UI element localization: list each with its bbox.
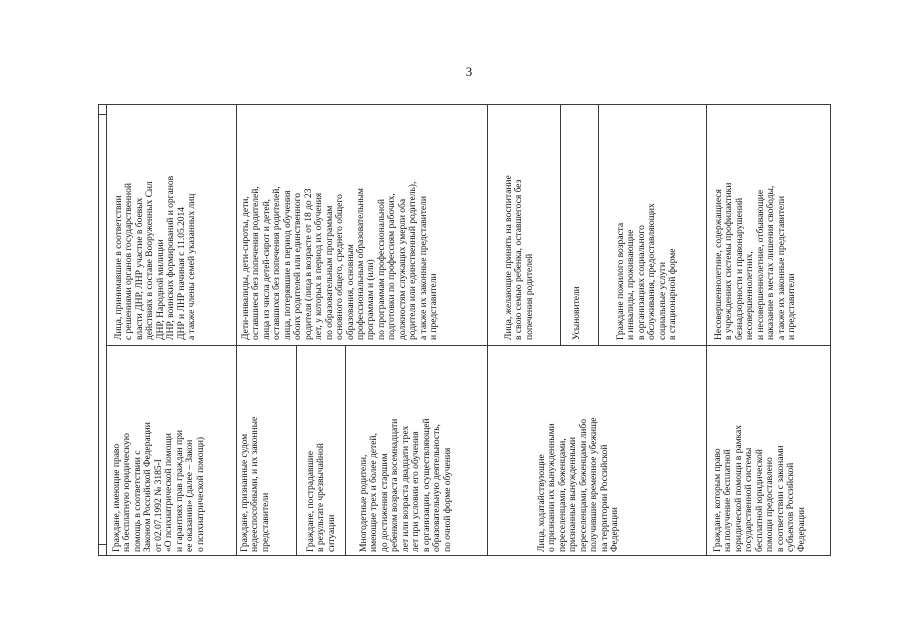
block-3-recipient-1: Лица, желающие принять на воспитание в свою семью ребенка, оставшегося без попечения родителей xyxy=(503,175,535,340)
header-strip-divider xyxy=(98,114,106,115)
block-3-recipient-2: Усыновители xyxy=(571,286,582,340)
block-2-category-1: Граждане, признанные судом недееспособными, и их законные представители xyxy=(239,416,271,552)
block-3-category: Лица, ходатайствующие о признании их вынужденными переселенцами, беженцами, признанные вынужденными переселенцами, беженцами либо получившие временное убежище на территории Российской Федерации xyxy=(536,417,621,552)
block-1-recipients: Лица, принимавшие в соответствии с решениями органов государственной власти ДНР, ЛНР участие в боевых действиях в составе Вооруженных Сил ДНР, Народной милиции ЛНР, воинских формирований и органов ДНР и ЛНР начиная с 11.05.2014 а также члены семей указанных лиц xyxy=(113,175,198,340)
block-divider-3 xyxy=(706,104,707,556)
table-border-right xyxy=(830,104,831,556)
block-2-category-2: Граждане, пострадавшие в результате чрезвычайной ситуации xyxy=(305,443,337,552)
page-number: 3 xyxy=(465,64,473,79)
block-2-category-3: Многодетные родители, имеющие трех и более детей, до достижения старшим ребенком возраста восемнадцати лет или возраста двадцати трех лет при условии его обучения в организации, осуществляющей образовательную деятельность, по очной форме обучения xyxy=(358,418,453,552)
table-border-bottom xyxy=(98,555,831,556)
table-border-left xyxy=(98,104,99,556)
block-divider-2 xyxy=(487,104,488,556)
column-divider xyxy=(106,345,830,346)
sub-divider-2a xyxy=(296,345,297,556)
narrow-column-divider xyxy=(106,104,107,556)
sub-divider-2b xyxy=(345,345,346,556)
block-4-category: Граждане, которым право на получение бесплатной юридической помощи в рамках государственной системы бесплатной юридической помощи предоставлено в соответствии с законами субъектов Российской Федерации xyxy=(712,424,807,552)
block-3-recipient-3: Граждане пожилого возраста и инвалиды, проживающие в организациях социального обслуживания, предоставляющих социальные услуги в стационарной форме xyxy=(615,203,679,340)
footer-strip-divider xyxy=(98,544,106,545)
block-2-recipients: Дети-инвалиды, дети-сироты, дети, оставшиеся без попечения родителей, лица из числа детей-сирот и детей, оставшихся без попечения родителей, лица, потерявшие в период обучения обоих родителей или единственного родителя (лица в возрасте от 18 до 23 лет, у которых в период их обучения по образовательным программам основного общего, среднего общего образования, основным профессиональным образовательным программам и (или) по программам профессиональной подготовки по профессиям рабочих, должностям служащих умерли оба родителя или единственный родитель), а также их законные представители и представители xyxy=(240,181,440,340)
table-border-top xyxy=(98,104,831,105)
sub-divider-3b xyxy=(598,104,599,346)
block-divider-1 xyxy=(236,104,237,556)
block-1-category: Граждане, имеющие право на бесплатную юридическую помощь в соответствии с Законом Российской Федерации от 02.07.1992 № 3185-I «О психиатрической помощи и гарантиях прав граждан при ее оказании» (далее – Закон о психиатрической помощи) xyxy=(111,422,206,552)
sub-divider-3a xyxy=(560,104,561,346)
block-4-recipients: Несовершеннолетние, содержащиеся в учреждениях системы профилактики безнадзорности и правонарушений несовершеннолетних, и несовершеннолетние, отбывающие наказание в местах лишения свободы, а также их законные представители и представители xyxy=(713,182,798,340)
